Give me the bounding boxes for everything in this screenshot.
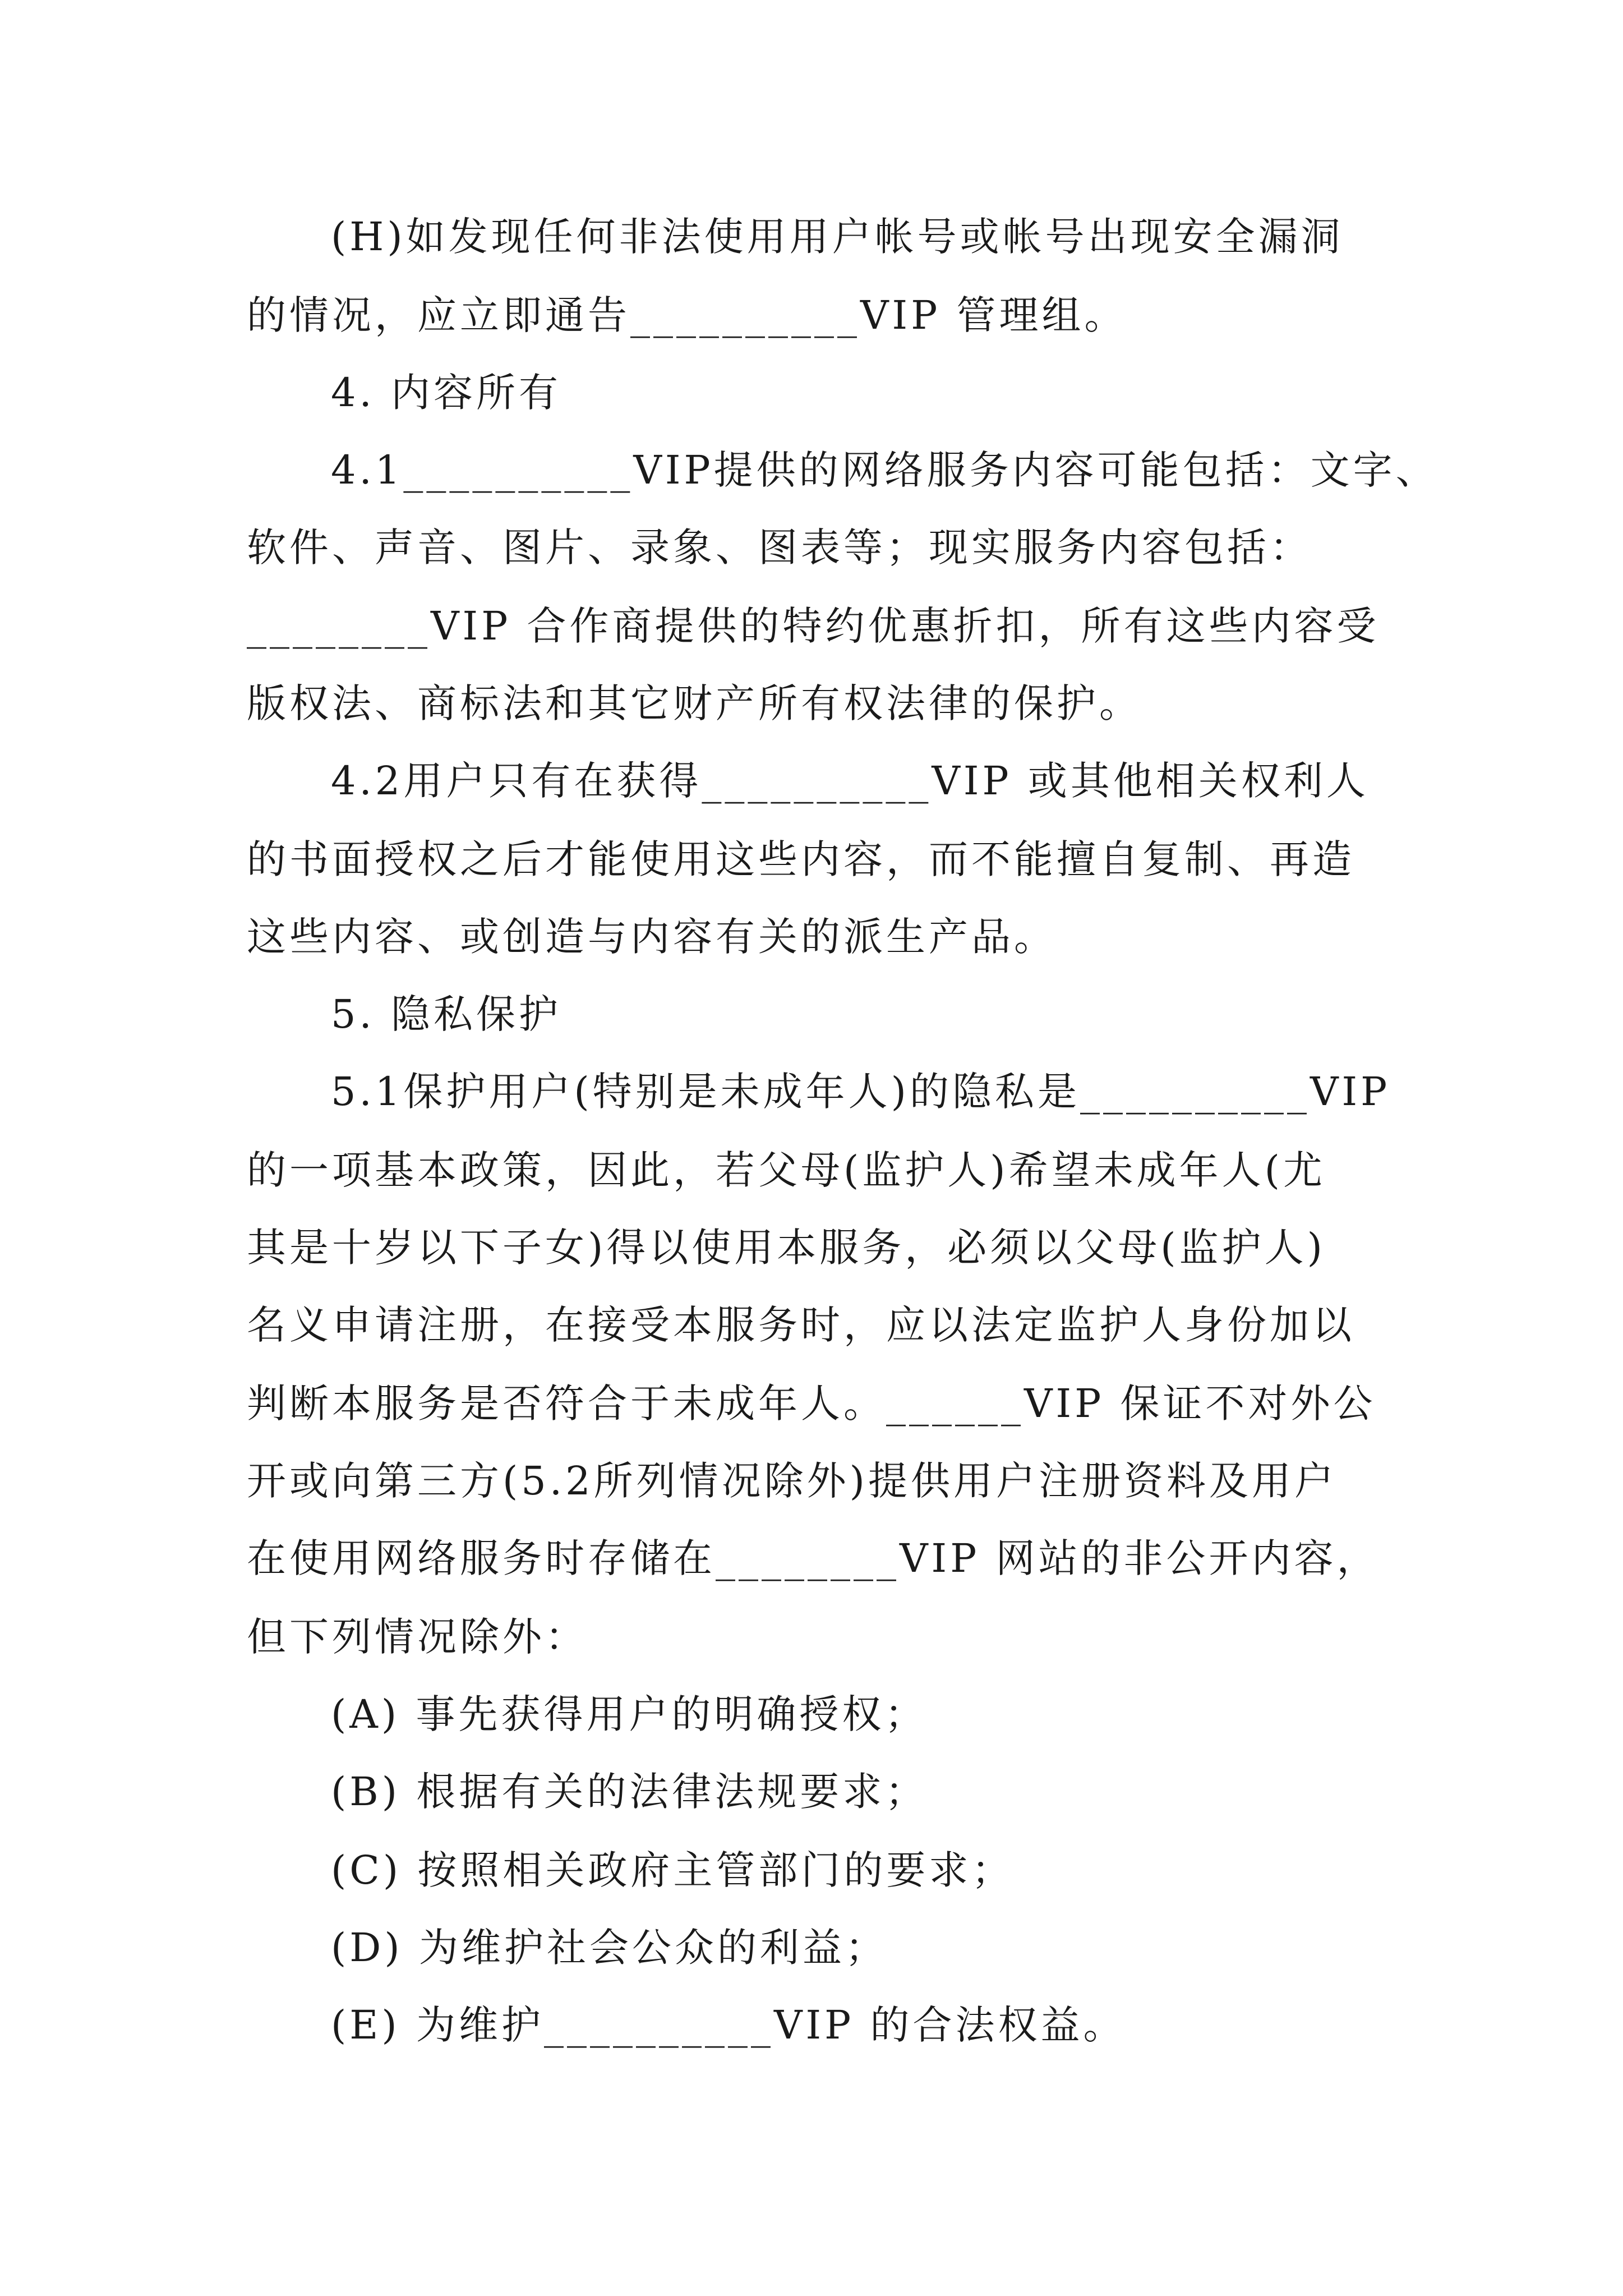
list-item: (A) 事先获得用户的明确授权；: [331, 1691, 928, 1737]
text-line: (H)如发现任何非法使用用户帐号或帐号出现安全漏洞: [331, 214, 1344, 260]
text-line: 版权法、商标法和其它财产所有权法律的保护。: [247, 680, 1142, 726]
text-line: 名义申请注册，在接受本服务时，应以法定监护人身份加以: [247, 1302, 1355, 1348]
text-line: 5.1保护用户(特别是未成年人)的隐私是__________VIP: [331, 1069, 1391, 1115]
section-heading: 5. 隐私保护: [331, 991, 562, 1037]
text-line: 这些内容、或创造与内容有关的派生产品。: [247, 914, 1057, 960]
list-item: (B) 根据有关的法律法规要求；: [331, 1769, 928, 1815]
list-item: (D) 为维护社会公众的利益；: [331, 1925, 888, 1971]
list-item: (E) 为维护__________VIP 的合法权益。: [331, 2002, 1126, 2048]
text-line: 但下列情况除外：: [247, 1614, 588, 1660]
text-line: 的书面授权之后才能使用这些内容，而不能擅自复制、再造: [247, 836, 1355, 882]
section-heading: 4. 内容所有: [331, 370, 562, 416]
text-line: 其是十岁以下子女)得以使用本服务，必须以父母(监护人): [247, 1225, 1326, 1271]
text-line: ________VIP 合作商提供的特约优惠折扣，所有这些内容受: [247, 603, 1380, 649]
text-line: 的情况，应立即通告__________VIP 管理组。: [247, 292, 1127, 338]
text-line: 软件、声音、图片、录象、图表等；现实服务内容包括：: [247, 524, 1312, 570]
text-line: 在使用网络服务时存储在________VIP 网站的非公开内容，: [247, 1535, 1380, 1581]
text-line: 开或向第三方(5.2所列情况除外)提供用户注册资料及用户: [247, 1458, 1337, 1504]
text-line: 4.2用户只有在获得__________VIP 或其他相关权利人: [331, 758, 1369, 804]
list-item: (C) 按照相关政府主管部门的要求；: [331, 1847, 1015, 1893]
text-line: 判断本服务是否符合于未成年人。______VIP 保证不对外公: [247, 1381, 1376, 1427]
text-line: 的一项基本政策，因此，若父母(监护人)希望未成年人(尤: [247, 1147, 1326, 1193]
text-line: 4.1__________VIP提供的网络服务内容可能包括：文字、: [331, 447, 1438, 493]
